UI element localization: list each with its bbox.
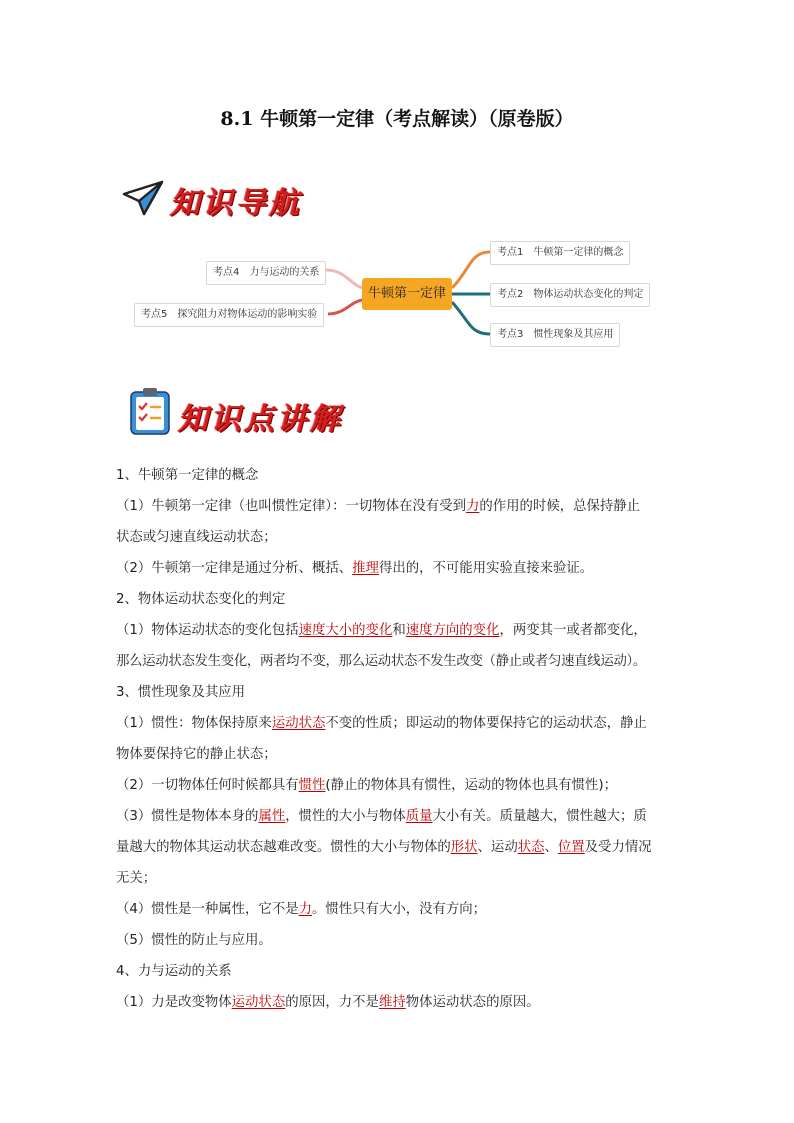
- key-term: 位置: [557, 840, 585, 855]
- key-term: 力: [298, 902, 312, 917]
- paragraph: 状态或匀速直线运动状态；: [116, 530, 277, 545]
- paragraph: [116, 832, 676, 863]
- text: （2）牛顿第一定律是通过分析、概括、: [116, 561, 353, 576]
- text: (静止的物体具有惯性，运动的物体也具有惯性)；: [325, 778, 618, 793]
- mindmap-node-k2: 考点2 物体运动状态变化的判定: [490, 283, 650, 307]
- mindmap-node-k5: 考点5 探究阻力对物体运动的影响实验: [134, 303, 324, 327]
- text: （1）牛顿第一定律（也叫惯性定律）：一切物体在没有受到: [116, 499, 466, 514]
- paragraph: [116, 987, 676, 1018]
- paragraph: 那么运动状态发生变化，两者均不变，那么运动状态不发生改变（静止或者匀速直线运动）。: [116, 654, 647, 669]
- text: （1）力是改变物体: [116, 995, 232, 1010]
- text: 量越大的物体其运动状态越难改变。惯性的大小与物体的: [116, 840, 451, 855]
- paragraph: [116, 770, 676, 801]
- document-title: 8.1 牛顿第一定律（考点解读）（原卷版）: [220, 108, 574, 130]
- key-term: 速度大小的变化: [298, 623, 393, 638]
- clipboard-icon: [128, 386, 172, 436]
- points-heading-text: 知识点讲解: [178, 402, 343, 437]
- key-term: 惯性: [298, 778, 326, 793]
- paragraph: [116, 708, 676, 739]
- nav-heading-text: 知识导航: [170, 186, 302, 221]
- text: 不变的性质；即运动的物体要保持它的运动状态，静止: [325, 716, 647, 731]
- mindmap-node-k3: 考点3 惯性现象及其应用: [490, 323, 620, 347]
- paragraph: 无关；: [116, 871, 157, 886]
- key-term: 属性: [258, 809, 286, 824]
- text: 、: [544, 840, 558, 855]
- mindmap-node-k4: 考点4 力与运动的关系: [206, 261, 326, 285]
- key-term: 形状: [450, 840, 478, 855]
- text: （3）惯性是物体本身的: [116, 809, 259, 824]
- section-heading-3: 3、惯性现象及其应用: [116, 685, 246, 700]
- paragraph: [116, 801, 676, 832]
- text: 大小有关。质量越大，惯性越大；质: [432, 809, 647, 824]
- content-body: [116, 460, 676, 1018]
- paragraph: 物体要保持它的静止状态；: [116, 747, 277, 762]
- section-heading-2: 2、物体运动状态变化的判定: [116, 592, 286, 607]
- section-heading-1: 1、牛顿第一定律的概念: [116, 468, 259, 483]
- paragraph: [116, 615, 676, 646]
- text: 得出的，不可能用实验直接来验证。: [378, 561, 594, 576]
- text: 物体运动状态的原因。: [405, 995, 540, 1010]
- text: （2）一切物体任何时候都具有: [116, 778, 299, 793]
- key-term: 速度方向的变化: [405, 623, 500, 638]
- text: （1）惯性：物体保持原来: [116, 716, 272, 731]
- key-term: 运动状态: [271, 716, 326, 731]
- key-term: 维持: [378, 995, 406, 1010]
- mindmap-center-node: 牛顿第一定律: [362, 278, 452, 310]
- text: （1）物体运动状态的变化包括: [116, 623, 299, 638]
- paragraph: [116, 553, 676, 584]
- key-term: 运动状态: [231, 995, 286, 1010]
- text: ，惯性的大小与物体: [285, 809, 406, 824]
- paragraph: [116, 491, 676, 522]
- text: 。惯性只有大小，没有方向；: [312, 902, 487, 917]
- text: 的原因，力不是: [285, 995, 379, 1010]
- text: 及受力情况: [584, 840, 652, 855]
- mindmap-node-k1: 考点1 牛顿第一定律的概念: [490, 241, 630, 265]
- key-term: 状态: [517, 840, 545, 855]
- text: 、运动: [477, 840, 518, 855]
- paragraph: [116, 894, 676, 925]
- key-term: 推理: [352, 561, 379, 576]
- text: ，两变其一或者都变化，: [499, 623, 647, 638]
- section-heading-4: 4、力与运动的关系: [116, 964, 232, 979]
- points-heading: [128, 384, 368, 438]
- paragraph: （5）惯性的防止与应用。: [116, 933, 272, 948]
- key-term: 力: [465, 499, 480, 514]
- text: 的作用的时候，总保持静止: [479, 499, 641, 514]
- text: （4）惯性是一种属性，它不是: [116, 902, 299, 917]
- text: 和: [392, 623, 406, 638]
- key-term: 质量: [405, 809, 433, 824]
